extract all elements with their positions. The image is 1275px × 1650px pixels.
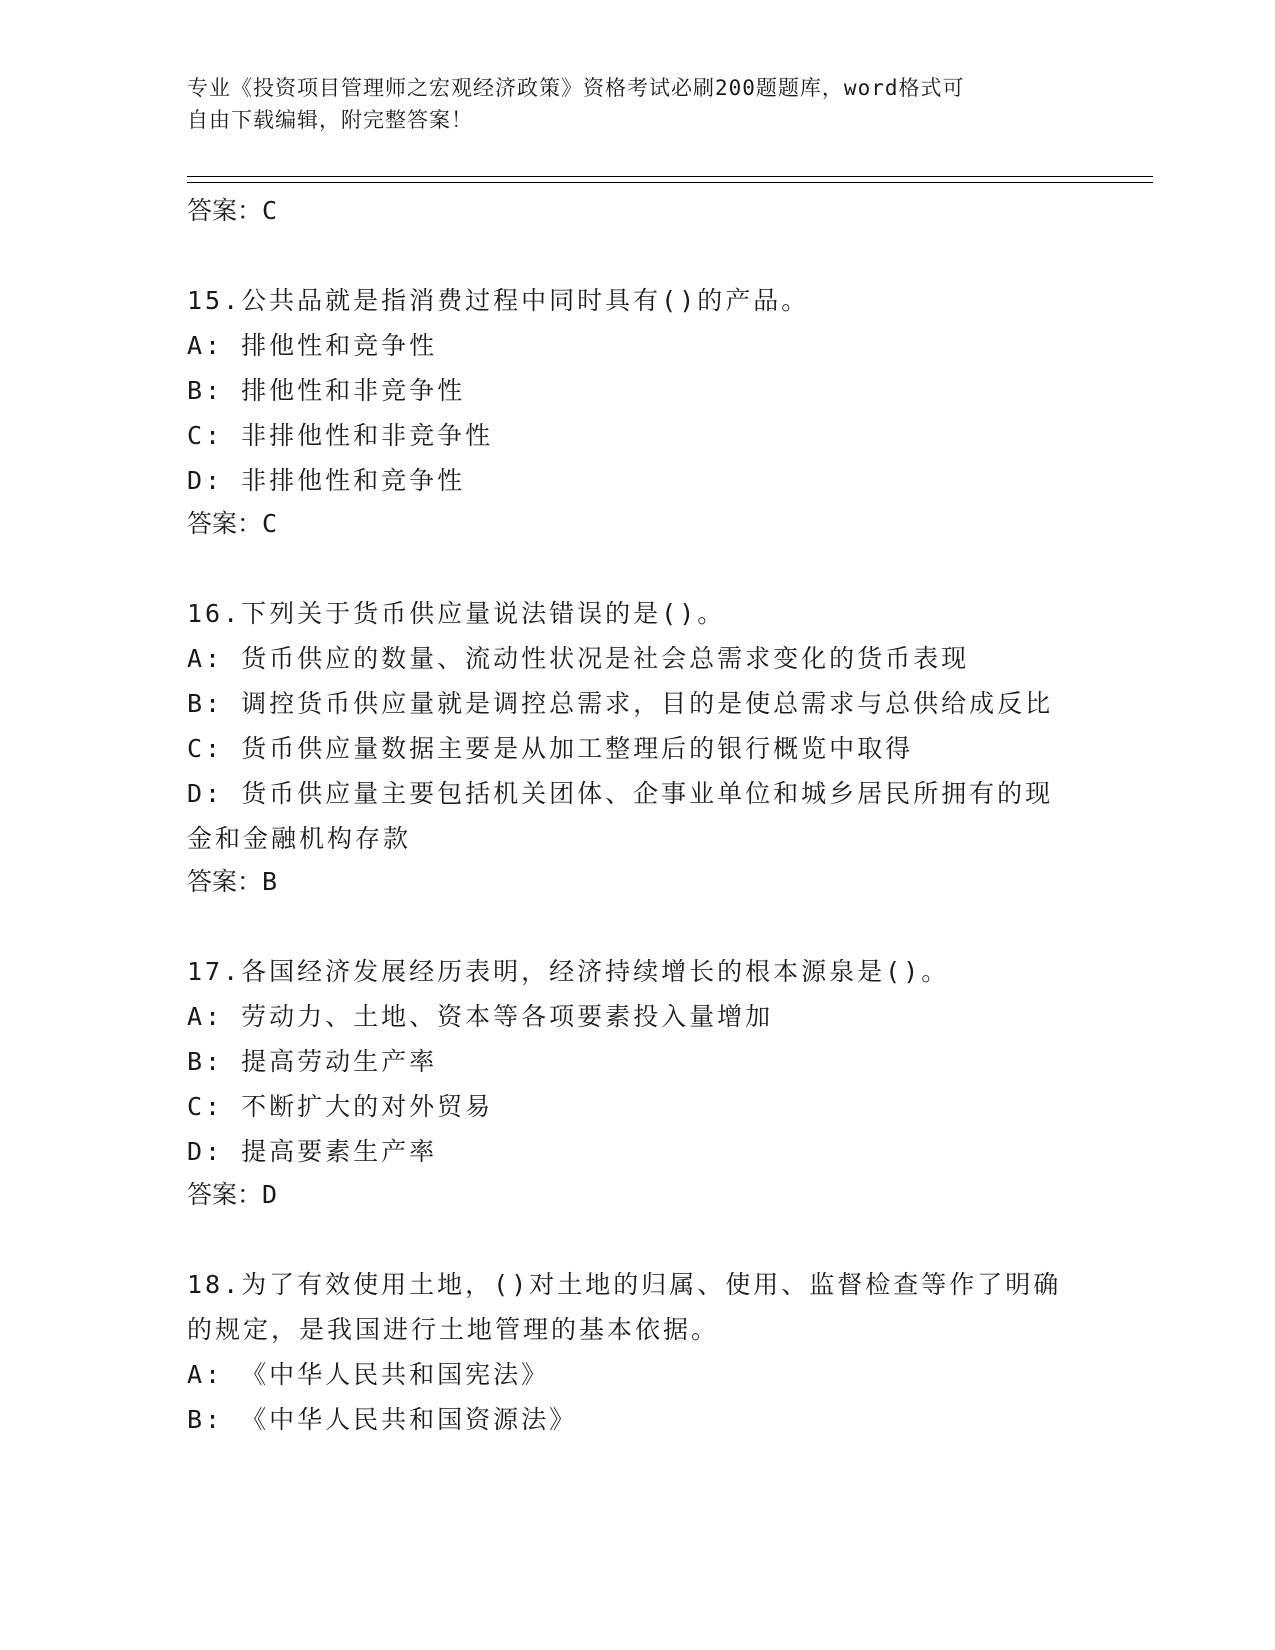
option-c: C: 不断扩大的对外贸易 bbox=[187, 1092, 494, 1121]
spacer bbox=[187, 903, 1107, 949]
answer bbox=[187, 1174, 1107, 1216]
question-stem bbox=[187, 591, 1107, 636]
spacer bbox=[187, 232, 1107, 278]
option-d-continued: 金和金融机构存款 bbox=[187, 824, 412, 853]
header-rule-top bbox=[187, 176, 1153, 177]
question-stem bbox=[187, 278, 1107, 323]
previous-answer bbox=[187, 190, 1107, 232]
header-rule-bottom bbox=[187, 182, 1153, 183]
answer-value: C bbox=[262, 196, 278, 225]
question-block bbox=[187, 591, 1107, 903]
stem-line: 16.下列关于货币供应量说法错误的是()。 bbox=[187, 599, 726, 628]
question-stem bbox=[187, 1262, 1107, 1352]
answer-label: 答案： bbox=[187, 867, 263, 896]
option-d: D: 非排他性和竞争性 bbox=[187, 466, 466, 495]
stem-line: 17.各国经济发展经历表明，经济持续增长的根本源泉是()。 bbox=[187, 957, 950, 986]
option-b: B: 提高劳动生产率 bbox=[187, 1047, 438, 1076]
option-a: A: 劳动力、土地、资本等各项要素投入量增加 bbox=[187, 1002, 774, 1031]
answer-value: D bbox=[262, 1180, 278, 1209]
option-b: B: 调控货币供应量就是调控总需求，目的是使总需求与总供给成反比 bbox=[187, 689, 1054, 718]
spacer bbox=[187, 545, 1107, 591]
answer-value: C bbox=[262, 509, 278, 538]
option-d: D: 提高要素生产率 bbox=[187, 1137, 438, 1166]
answer-label: 答案： bbox=[187, 196, 263, 225]
question-block bbox=[187, 1262, 1107, 1442]
question-block bbox=[187, 949, 1107, 1216]
stem-line: 18.为了有效使用土地，()对土地的归属、使用、监督检查等作了明确 bbox=[187, 1270, 1062, 1299]
header-line-2: 自由下载编辑，附完整答案！ bbox=[187, 108, 473, 132]
option-a: A: 排他性和竞争性 bbox=[187, 331, 438, 360]
answer-value: B bbox=[262, 867, 278, 896]
answer bbox=[187, 861, 1107, 903]
option-a: A: 《中华人民共和国宪法》 bbox=[187, 1360, 550, 1389]
option-c: C: 非排他性和非竞争性 bbox=[187, 421, 494, 450]
question-list bbox=[187, 190, 1107, 1442]
question-block bbox=[187, 278, 1107, 545]
document-header bbox=[187, 72, 1067, 136]
option-a: A: 货币供应的数量、流动性状况是社会总需求变化的货币表现 bbox=[187, 644, 970, 673]
question-stem bbox=[187, 949, 1107, 994]
stem-line: 的规定，是我国进行土地管理的基本依据。 bbox=[187, 1315, 720, 1344]
answer-label: 答案： bbox=[187, 1180, 263, 1209]
spacer bbox=[187, 1216, 1107, 1262]
header-line-1: 专业《投资项目管理师之宏观经济政策》资格考试必刷200题题库，word格式可 bbox=[187, 76, 965, 100]
option-b: B: 《中华人民共和国资源法》 bbox=[187, 1405, 578, 1434]
option-c: C: 货币供应量数据主要是从加工整理后的银行概览中取得 bbox=[187, 734, 914, 763]
option-d: D: 货币供应量主要包括机关团体、企事业单位和城乡居民所拥有的现 bbox=[187, 779, 1054, 808]
answer-label: 答案： bbox=[187, 509, 263, 538]
answer bbox=[187, 503, 1107, 545]
option-b: B: 排他性和非竞争性 bbox=[187, 376, 466, 405]
stem-line: 15.公共品就是指消费过程中同时具有()的产品。 bbox=[187, 286, 810, 315]
